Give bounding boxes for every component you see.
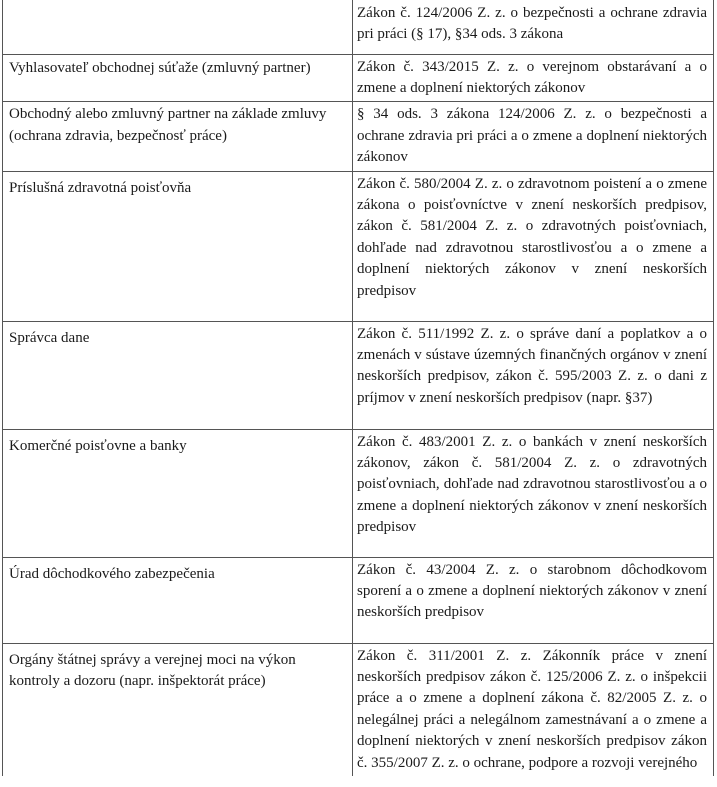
legal-basis-cell: Zákon č. 311/2001 Z. z. Zákonník práce v znení neskorších predpisov zákon č. 125/2006 Z. z. o inšpekcii práce a o zmene a doplnení zákona č. 82/2005 Z. z. o nelegálnej práci a nelegálnom zamestnávaní a o zmene a doplnení niektorých v znení neskorších predpisov zákon č. 355/2007 Z. z. o ochrane, podpore a rozvoji verejného — [353, 643, 714, 776]
table-row — [3, 557, 714, 643]
entity-cell — [3, 0, 353, 54]
entity-cell: Príslušná zdravotná poisťovňa — [3, 171, 353, 321]
legal-basis-cell: Zákon č. 124/2006 Z. z. o bezpečnosti a ochrane zdravia pri práci (§ 17), §34 ods. 3 zákona — [353, 0, 714, 54]
legal-basis-cell: Zákon č. 580/2004 Z. z. o zdravotnom poistení a o zmene zákona o poisťovníctve v znení neskorších predpisov, zákon č. 581/2004 Z. z. o zdravotných poisťovniach, dohľade nad zdravotnou starostlivosťou a o zmene a doplnení niektorých zákonov v znení neskorších predpisov — [353, 171, 714, 321]
table-row — [3, 0, 714, 54]
legal-basis-cell: Zákon č. 343/2015 Z. z. o verejnom obstarávaní a o zmene a doplnení niektorých zákonov — [353, 54, 714, 102]
legal-basis-cell: Zákon č. 483/2001 Z. z. o bankách v znení neskorších zákonov, zákon č. 581/2004 Z. z. o zdravotných poisťovniach, dohľade nad zdravotnou starostlivosťou a o zmene a doplnení niektorých zákonov v znení neskorších predpisov — [353, 429, 714, 557]
table-row — [3, 54, 714, 102]
entity-cell: Úrad dôchodkového zabezpečenia — [3, 557, 353, 643]
legal-basis-cell: Zákon č. 43/2004 Z. z. o starobnom dôchodkovom sporení a o zmene a doplnení niektorých zákonov v znení neskorších predpisov — [353, 557, 714, 643]
entity-cell: Vyhlasovateľ obchodnej súťaže (zmluvný partner) — [3, 54, 353, 102]
entity-cell: Obchodný alebo zmluvný partner na základe zmluvy (ochrana zdravia, bezpečnosť práce) — [3, 102, 353, 171]
entity-cell: Komerčné poisťovne a banky — [3, 429, 353, 557]
table-row — [3, 643, 714, 776]
recipients-legal-basis-table — [2, 0, 714, 776]
table-row — [3, 102, 714, 171]
legal-basis-cell: § 34 ods. 3 zákona 124/2006 Z. z. o bezpečnosti a ochrane zdravia pri práci a o zmene a doplnení niektorých zákonov — [353, 102, 714, 171]
legal-basis-cell: Zákon č. 511/1992 Z. z. o správe daní a poplatkov a o zmenách v sústave územných finančných orgánov v znení neskorších predpisov, zákon č. 595/2003 Z. z. o dani z príjmov v znení neskorších predpisov (napr. §37) — [353, 321, 714, 429]
table-row — [3, 171, 714, 321]
table-row — [3, 321, 714, 429]
entity-cell: Orgány štátnej správy a verejnej moci na výkon kontroly a dozoru (napr. inšpektorát práce) — [3, 643, 353, 776]
entity-cell: Správca dane — [3, 321, 353, 429]
table-row — [3, 429, 714, 557]
